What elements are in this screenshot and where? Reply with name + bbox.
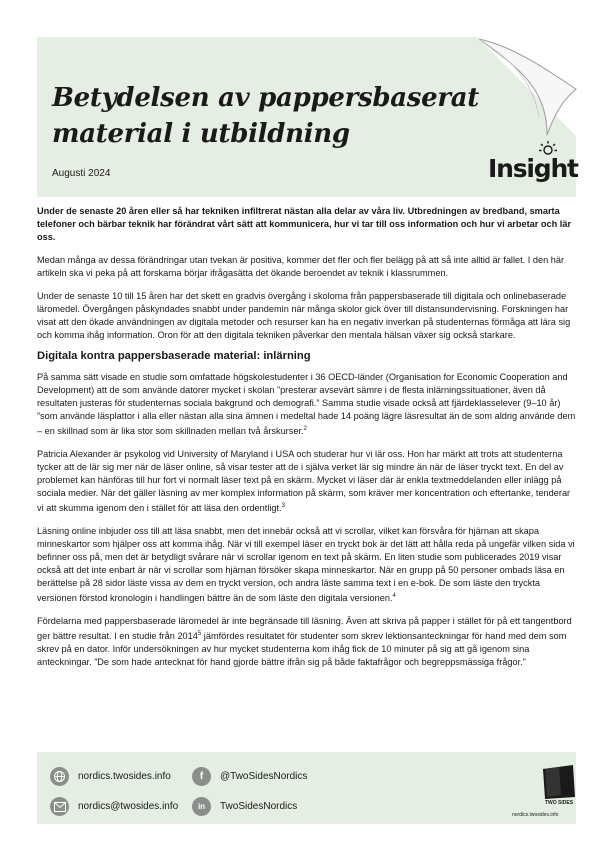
footnote-ref: 3 bbox=[281, 503, 285, 510]
paragraph-text: Patricia Alexander är psykolog vid University of Maryland i USA och studerar hur vi lär oss. Hon har märkt att trots att studenterna tycker att de lär sig mer när de läser online, så visar tester att de i själva verket lär sig mindre än när de läser tryckt text. En del av problemet kan hänföras till hur fort vi normalt läser text på en skärm. Mycket vi läser där är enkla textmeddelanden eller inlägg på sociala medier. När det gäller läsning av mer komplex information på skärm, som kräver mer koncentration och eftertanke, tenderar vi att skumma igenom den i stället för att läsa den ordentligt. bbox=[37, 449, 571, 514]
footer-facebook[interactable] bbox=[192, 767, 307, 786]
paragraph bbox=[37, 525, 577, 605]
two-sides-mark-icon bbox=[539, 765, 579, 799]
footnote-ref: 4 bbox=[392, 593, 396, 600]
linkedin-icon: in bbox=[192, 797, 211, 816]
paragraph bbox=[37, 448, 577, 515]
footer-website[interactable] bbox=[50, 767, 171, 786]
footer-email[interactable] bbox=[50, 797, 178, 816]
section-heading: Digitala kontra pappersbaserade material: inlärning bbox=[37, 350, 311, 362]
insight-logo bbox=[488, 140, 578, 186]
page-curl-graphic bbox=[477, 37, 577, 137]
globe-icon bbox=[50, 767, 69, 786]
website-link[interactable]: nordics.twosides.info bbox=[78, 771, 171, 782]
article-body bbox=[37, 205, 577, 679]
paragraph: Medan många av dessa förändringar utan tvekan är positiva, kommer det fler och fler belägg på att så inte alltid är fallet. I den här artikeln ska vi peka på att forskarna börjar ifrågasätta det ökande beroendet av teknik i klassrummen. bbox=[37, 255, 565, 278]
footer-panel bbox=[37, 752, 576, 824]
brand-label: TWO SIDES bbox=[544, 800, 574, 806]
brand-url: nordics.twosides.info bbox=[512, 812, 559, 818]
facebook-icon: f bbox=[192, 767, 211, 786]
email-link[interactable]: nordics@twosides.info bbox=[78, 801, 179, 812]
lead-paragraph: Under de senaste 20 åren eller så har tekniken infiltrerat nästan alla delar av våra liv. Utbredningen av bredband, smarta telefoner och bärbar teknik har förändrat vårt sätt att kommunicera, hur vi tar till oss information och hur vi arbetar och lär oss. bbox=[37, 206, 572, 242]
paragraph-text: jämfördes resultatet för studenter som skrev lektionsanteckningar för hand med dem som skrev på en dator. Inför undersökningen av hur mycket studenterna kom ihåg fick de 10 minuter på sig att gå igenom sina anteckningar. ”De som hade antecknat för hand gjorde bättre ifrån sig på både faktafrågor och begreppsmässiga frågor.” bbox=[37, 631, 567, 668]
publish-date: Augusti 2024 bbox=[52, 168, 111, 179]
logo-wordmark: Insight bbox=[488, 154, 578, 183]
paragraph: Under de senaste 10 till 15 åren har det skett en gradvis övergång i skolorna från pappersbaserade till digitala och onlinebaserade läromedel. Övergången påskyndades snabbt under pandemin när många skolor gick över till distansundervisning. Forskningen har visat att den ökade användningen av digitala metoder och resurser kan ha en negativ inverkan på studenternas förmåga att lära sig och komma ihåg information. Oron för att den digitala tekniken påverkar den mentala hälsan växer sig också starkare. bbox=[37, 291, 571, 340]
footnote-ref: 2 bbox=[303, 426, 307, 432]
paragraph-text: På samma sätt visade en studie som omfattade högskolestudenter i 36 OECD-länder (Organisation for Economic Cooperation and Development) att de som använde datorer mycket i skolan ”presterar avsevärt sämre i de flesta inlärningssituationer, även då resultaten justeras för studenternas sociala bakgrund och demografi.” Samma studie visade också att fjärdeklasselever (9–10 år) ”som använde läsplattor i alla eller nästan alla sina ämnen i medeltal hade 14 poäng lägre läsresultat än de som aldrig använde dem – en skillnad som är lika stor som skillnaden mellan två årskurser. bbox=[37, 372, 576, 437]
footnote-ref: 5 bbox=[197, 631, 202, 638]
page-title: Betydelsen av pappersbaserat material i utbildning bbox=[52, 83, 479, 149]
paragraph bbox=[37, 371, 577, 438]
linkedin-link[interactable]: TwoSidesNordics bbox=[220, 801, 298, 812]
two-sides-logo bbox=[539, 765, 579, 811]
facebook-link[interactable]: @TwoSidesNordics bbox=[220, 771, 308, 782]
paragraph bbox=[37, 615, 577, 669]
paragraph-text: Fördelarna med pappersbaserade läromedel är inte begränsade till läsning. Även att skriva på papper i stället för på ett tangentbord ger bättre resultat. I en studie från 2014 bbox=[37, 616, 572, 642]
paragraph-text: Läsning online inbjuder oss till att läsa snabbt, men det innebär också att vi scrollar, vilket kan försvåra för hjärnan att skapa minneskartor som hjälper oss att komma ihåg. När vi till exempel läser en tryckt bok är det lätt att hålla reda på ungefär vilken sida vi befinner oss på, men det är betydligt svårare när vi scrollar igenom en text på skärm. En liten studie som publicerades 2019 visar också att det inte enbart är när vi scrollar som hjärnan försöker skapa minneskartor. När en grupp på 50 personer ombads läsa en berättelse på 28 sidor läste vissa av dem en tryckt version, och andra läste samma text i en e-bok. De som läste den tryckta versionen förstod kronologin i handlingen bättre än de som läste den digitala versionen. bbox=[37, 526, 575, 604]
footer-linkedin[interactable] bbox=[192, 797, 297, 816]
mail-icon bbox=[50, 797, 69, 816]
